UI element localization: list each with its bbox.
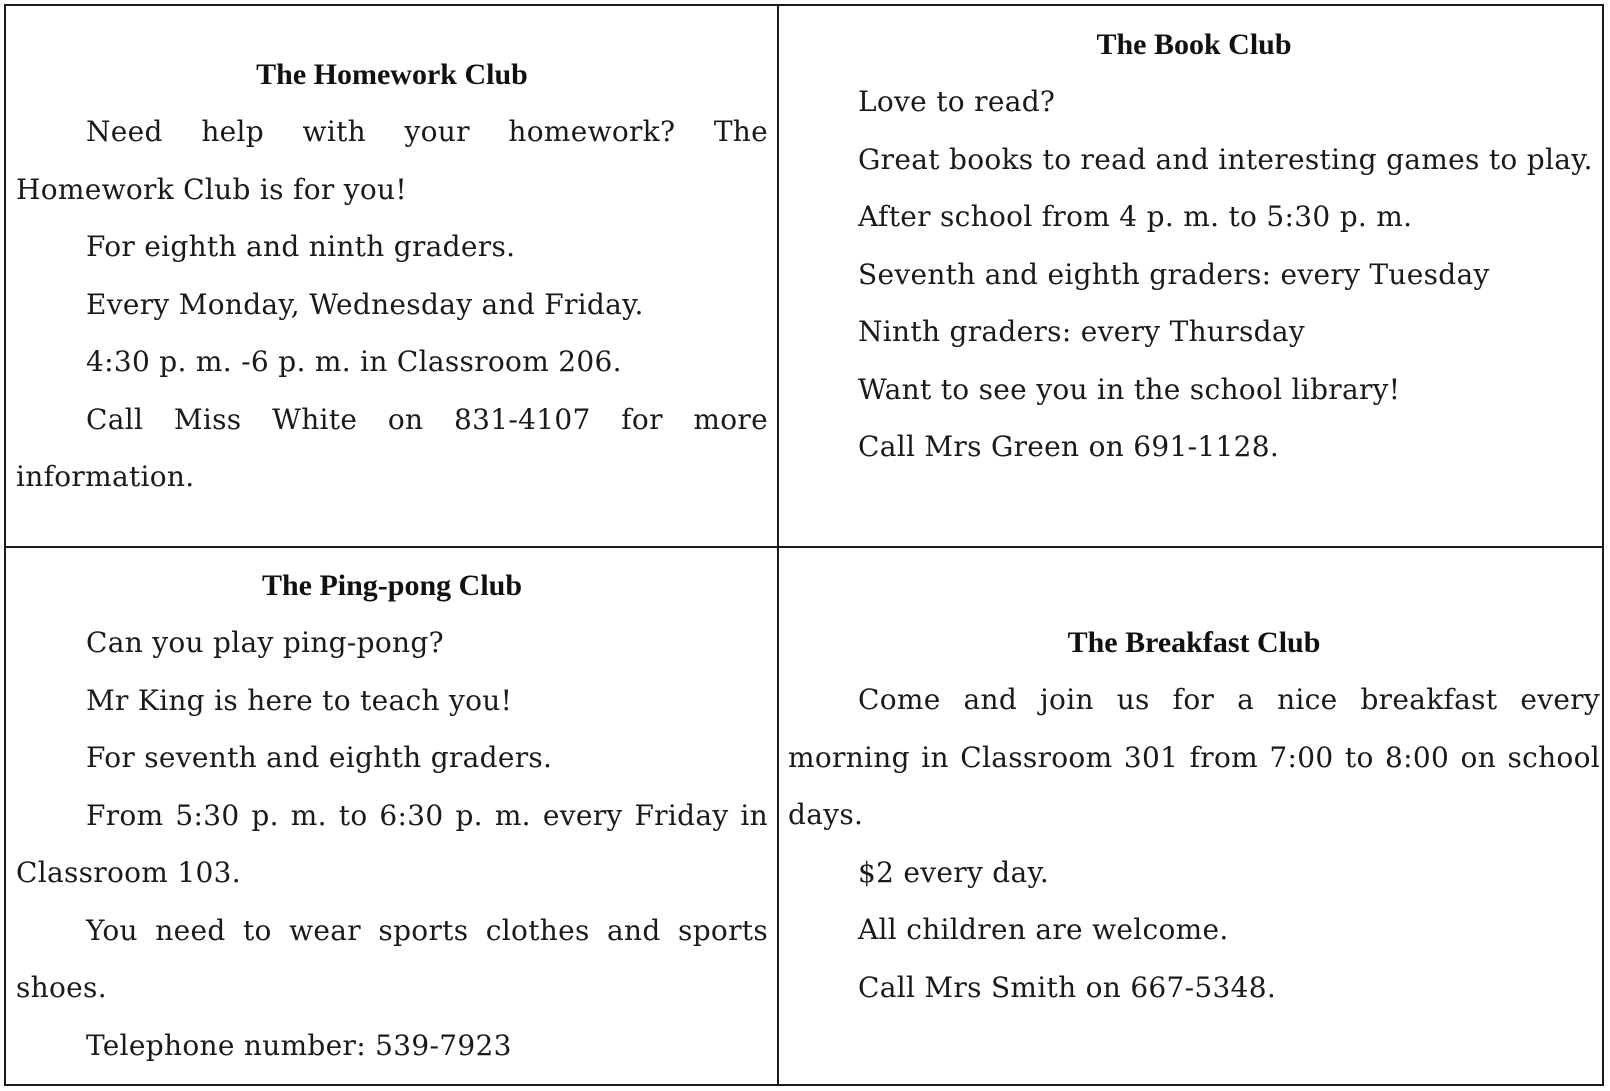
pingpong-club-line: From 5:30 p. m. to 6:30 p. m. every Friday in Classroom 103. (16, 798, 768, 889)
pingpong-club-cell (16, 548, 768, 1084)
homework-club-line: Need help with your homework? The Homework Club is for you! (16, 115, 768, 206)
breakfast-club-title: The Breakfast Club (1067, 626, 1321, 659)
book-club-title: The Book Club (1096, 28, 1292, 61)
vertical-divider (777, 6, 779, 1084)
breakfast-club-line: Call Mrs Smith on 667-5348. (858, 970, 1277, 1004)
pingpong-club-line: Telephone number: 539-7923 (86, 1028, 512, 1062)
book-club-line: Ninth graders: every Thursday (858, 315, 1305, 348)
homework-club-line: Every Monday, Wednesday and Friday. (86, 287, 644, 321)
homework-club-line: 4:30 p. m. -6 p. m. in Classroom 206. (86, 345, 622, 378)
homework-club-cell (16, 6, 768, 546)
book-club-line: Love to read? (858, 85, 1056, 118)
club-notice-grid (4, 4, 1604, 1086)
homework-club-title: The Homework Club (256, 58, 528, 91)
breakfast-club-line: All children are welcome. (858, 913, 1229, 946)
book-club-cell (788, 6, 1600, 546)
book-club-line: Great books to read and interesting games to play. (858, 142, 1593, 176)
breakfast-club-line: Come and join us for a nice breakfast every morning in Classroom 301 from 7:00 to 8:00 on school days. (788, 683, 1600, 831)
pingpong-club-line: You need to wear sports clothes and sports shoes. (16, 913, 768, 1004)
book-club-line: Want to see you in the school library! (858, 372, 1401, 406)
breakfast-club-line: $2 every day. (858, 855, 1050, 889)
book-club-line: Seventh and eighth graders: every Tuesday (858, 257, 1490, 291)
pingpong-club-line: For seventh and eighth graders. (86, 741, 553, 774)
breakfast-club-cell (788, 548, 1600, 1084)
homework-club-line: Call Miss White on 831-4107 for more information. (16, 402, 768, 493)
pingpong-club-title: The Ping-pong Club (261, 569, 523, 602)
book-club-line: Call Mrs Green on 691-1128. (858, 430, 1280, 463)
pingpong-club-line: Mr King is here to teach you! (86, 683, 513, 717)
pingpong-club-line: Can you play ping-pong? (86, 626, 444, 659)
book-club-line: After school from 4 p. m. to 5:30 p. m. (858, 200, 1413, 233)
homework-club-line: For eighth and ninth graders. (86, 230, 516, 263)
